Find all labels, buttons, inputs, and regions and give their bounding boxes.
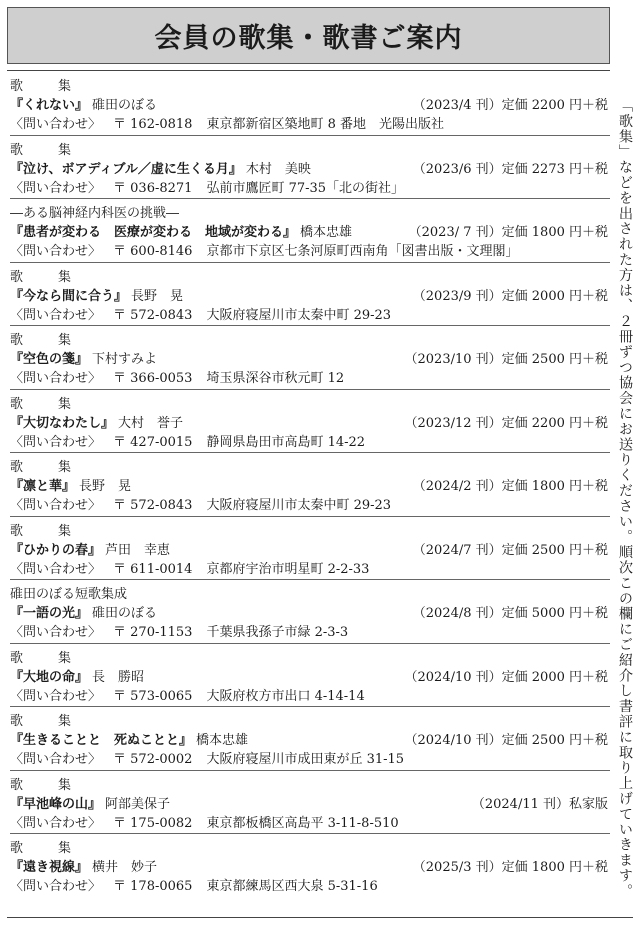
author-name: 碓田のぼる	[92, 606, 158, 622]
contact-label: 〈問い合わせ〉	[10, 434, 102, 450]
author-name: 阿部美保子	[105, 796, 171, 812]
book-title: 『空色の箋』	[10, 352, 89, 368]
book-title: 『生きることと 死ぬことと』	[10, 733, 193, 749]
book-title: 『ひかりの春』	[10, 542, 102, 558]
author-name: 横井 妙子	[92, 860, 158, 876]
entry-category: 碓田のぼる短歌集成	[10, 587, 128, 602]
publication-info: （2023/12 刊）定価 2200 円＋税	[404, 415, 608, 431]
book-title: 『大切なわたし』	[10, 415, 115, 431]
bottom-divider	[7, 917, 633, 918]
address: 京都府宇治市明星町 2-2-33	[206, 561, 370, 577]
side-note: 「歌集」などを出された方は、２冊ずつ協会にお送りください。順次この欄にご紹介し書評に取り上げていきます。	[617, 98, 633, 899]
address: 千葉県我孫子市緑 2-3-3	[206, 625, 349, 641]
contact-label: 〈問い合わせ〉	[10, 117, 102, 133]
list-item	[10, 834, 610, 898]
author-name: 大村 誉子	[118, 415, 184, 431]
top-divider	[7, 70, 610, 71]
entry-category: ―ある脳神経内科医の挑戦―	[10, 206, 180, 221]
entry-category: 歌 集	[10, 460, 83, 475]
list-item	[10, 326, 610, 390]
contact-label: 〈問い合わせ〉	[10, 244, 102, 260]
entry-category: 歌 集	[10, 79, 83, 94]
contact-label: 〈問い合わせ〉	[10, 307, 102, 323]
entry-category: 歌 集	[10, 841, 83, 856]
address: 静岡県島田市高島町 14-22	[206, 434, 366, 450]
postal-code: 〒 175-0082	[113, 815, 193, 831]
author-name: 長野 晃	[79, 479, 132, 495]
publication-info: （2024/2 刊）定価 1800 円＋税	[412, 479, 608, 495]
postal-code: 〒 572-0843	[113, 307, 193, 323]
address: 埼玉県深谷市秋元町 12	[206, 371, 345, 387]
address: 大阪府枚方市出口 4-14-14	[206, 688, 365, 704]
entry-category: 歌 集	[10, 650, 83, 666]
publication-info: （2023/6 刊）定価 2273 円＋税	[412, 161, 608, 177]
publication-info: （2024/10 刊）定価 2000 円＋税	[404, 669, 608, 685]
book-title: 『今なら間に合う』	[10, 288, 128, 304]
author-name: 長野 晃	[131, 288, 184, 304]
entry-category: 歌 集	[10, 269, 83, 285]
postal-code: 〒 573-0065	[113, 688, 193, 704]
contact-label: 〈問い合わせ〉	[10, 879, 102, 895]
contact-label: 〈問い合わせ〉	[10, 752, 102, 768]
contact-label: 〈問い合わせ〉	[10, 371, 102, 387]
postal-code: 〒 162-0818	[113, 117, 193, 133]
book-title: 『早池峰の山』	[10, 796, 102, 812]
list-item	[10, 517, 610, 581]
book-list	[10, 72, 610, 898]
author-name: 碓田のぼる	[92, 98, 158, 114]
postal-code: 〒 611-0014	[113, 561, 193, 577]
list-item	[10, 390, 610, 454]
list-item	[10, 644, 610, 708]
publication-info: （2024/8 刊）定価 5000 円＋税	[412, 606, 608, 622]
postal-code: 〒 572-0002	[113, 752, 193, 768]
list-item	[10, 199, 610, 263]
book-title: 『泣け、ボアディブル／虚に生くる月』	[10, 161, 242, 177]
postal-code: 〒 572-0843	[113, 498, 193, 514]
contact-label: 〈問い合わせ〉	[10, 688, 102, 704]
publication-info: （2023/10 刊）定価 2500 円＋税	[404, 352, 608, 368]
address: 大阪府寝屋川市太秦中町 29-23	[206, 307, 392, 323]
book-title: 『遠き視線』	[10, 860, 89, 876]
entry-category: 歌 集	[10, 523, 83, 539]
publication-info: （2024/7 刊）定価 2500 円＋税	[412, 542, 608, 558]
page-title: 会員の歌集・歌書ご案内	[7, 7, 610, 64]
book-title: 『大地の命』	[10, 669, 89, 685]
contact-label: 〈問い合わせ〉	[10, 180, 102, 196]
list-item	[10, 453, 610, 517]
entry-category: 歌 集	[10, 396, 83, 412]
address: 東京都練馬区西大泉 5-31-16	[206, 879, 378, 895]
author-name: 芦田 幸恵	[105, 542, 171, 558]
book-title: 『凛と華』	[10, 479, 76, 495]
list-item	[10, 771, 610, 835]
address: 大阪府寝屋川市成田東が丘 31-15	[206, 752, 405, 768]
address: 東京都板橋区高島平 3-11-8-510	[206, 815, 399, 831]
postal-code: 〒 427-0015	[113, 434, 193, 450]
postal-code: 〒 178-0065	[113, 879, 193, 895]
author-name: 下村すみよ	[92, 352, 158, 368]
postal-code: 〒 270-1153	[113, 625, 193, 641]
book-title: 『一語の光』	[10, 606, 89, 622]
address: 京都市下京区七条河原町西南角「図書出版・文理閣」	[206, 244, 519, 260]
list-item	[10, 136, 610, 200]
entry-category: 歌 集	[10, 714, 83, 729]
postal-code: 〒 600-8146	[113, 244, 193, 260]
contact-label: 〈問い合わせ〉	[10, 498, 102, 514]
author-name: 長 勝昭	[92, 669, 145, 685]
address: 大阪府寝屋川市太秦中町 29-23	[206, 498, 392, 514]
publication-info: （2024/11 刊）私家版	[471, 796, 608, 812]
list-item	[10, 72, 610, 136]
postal-code: 〒 036-8271	[113, 180, 193, 196]
entry-category: 歌 集	[10, 142, 83, 158]
entry-category: 歌 集	[10, 333, 83, 348]
publication-info: （2023/9 刊）定価 2000 円＋税	[412, 288, 608, 304]
address: 東京都新宿区築地町 8 番地 光陽出版社	[206, 117, 444, 133]
list-item	[10, 707, 610, 771]
publication-info: （2023/4 刊）定価 2200 円＋税	[412, 98, 608, 114]
contact-label: 〈問い合わせ〉	[10, 561, 102, 577]
author-name: 橋本忠雄	[300, 225, 353, 241]
contact-label: 〈問い合わせ〉	[10, 815, 102, 831]
list-item	[10, 263, 610, 327]
contact-label: 〈問い合わせ〉	[10, 625, 102, 641]
author-name: 橋本忠雄	[196, 733, 249, 749]
author-name: 木村 美映	[245, 161, 311, 177]
entry-category: 歌 集	[10, 777, 83, 793]
book-title: 『くれない』	[10, 98, 89, 114]
book-title: 『患者が変わる 医療が変わる 地域が変わる』	[10, 225, 297, 241]
postal-code: 〒 366-0053	[113, 371, 193, 387]
list-item	[10, 580, 610, 644]
publication-info: （2023/ 7 刊）定価 1800 円＋税	[408, 225, 608, 241]
publication-info: （2024/10 刊）定価 2500 円＋税	[404, 733, 608, 749]
publication-info: （2025/3 刊）定価 1800 円＋税	[412, 860, 608, 876]
address: 弘前市鷹匠町 77-35「北の街社」	[206, 180, 405, 196]
